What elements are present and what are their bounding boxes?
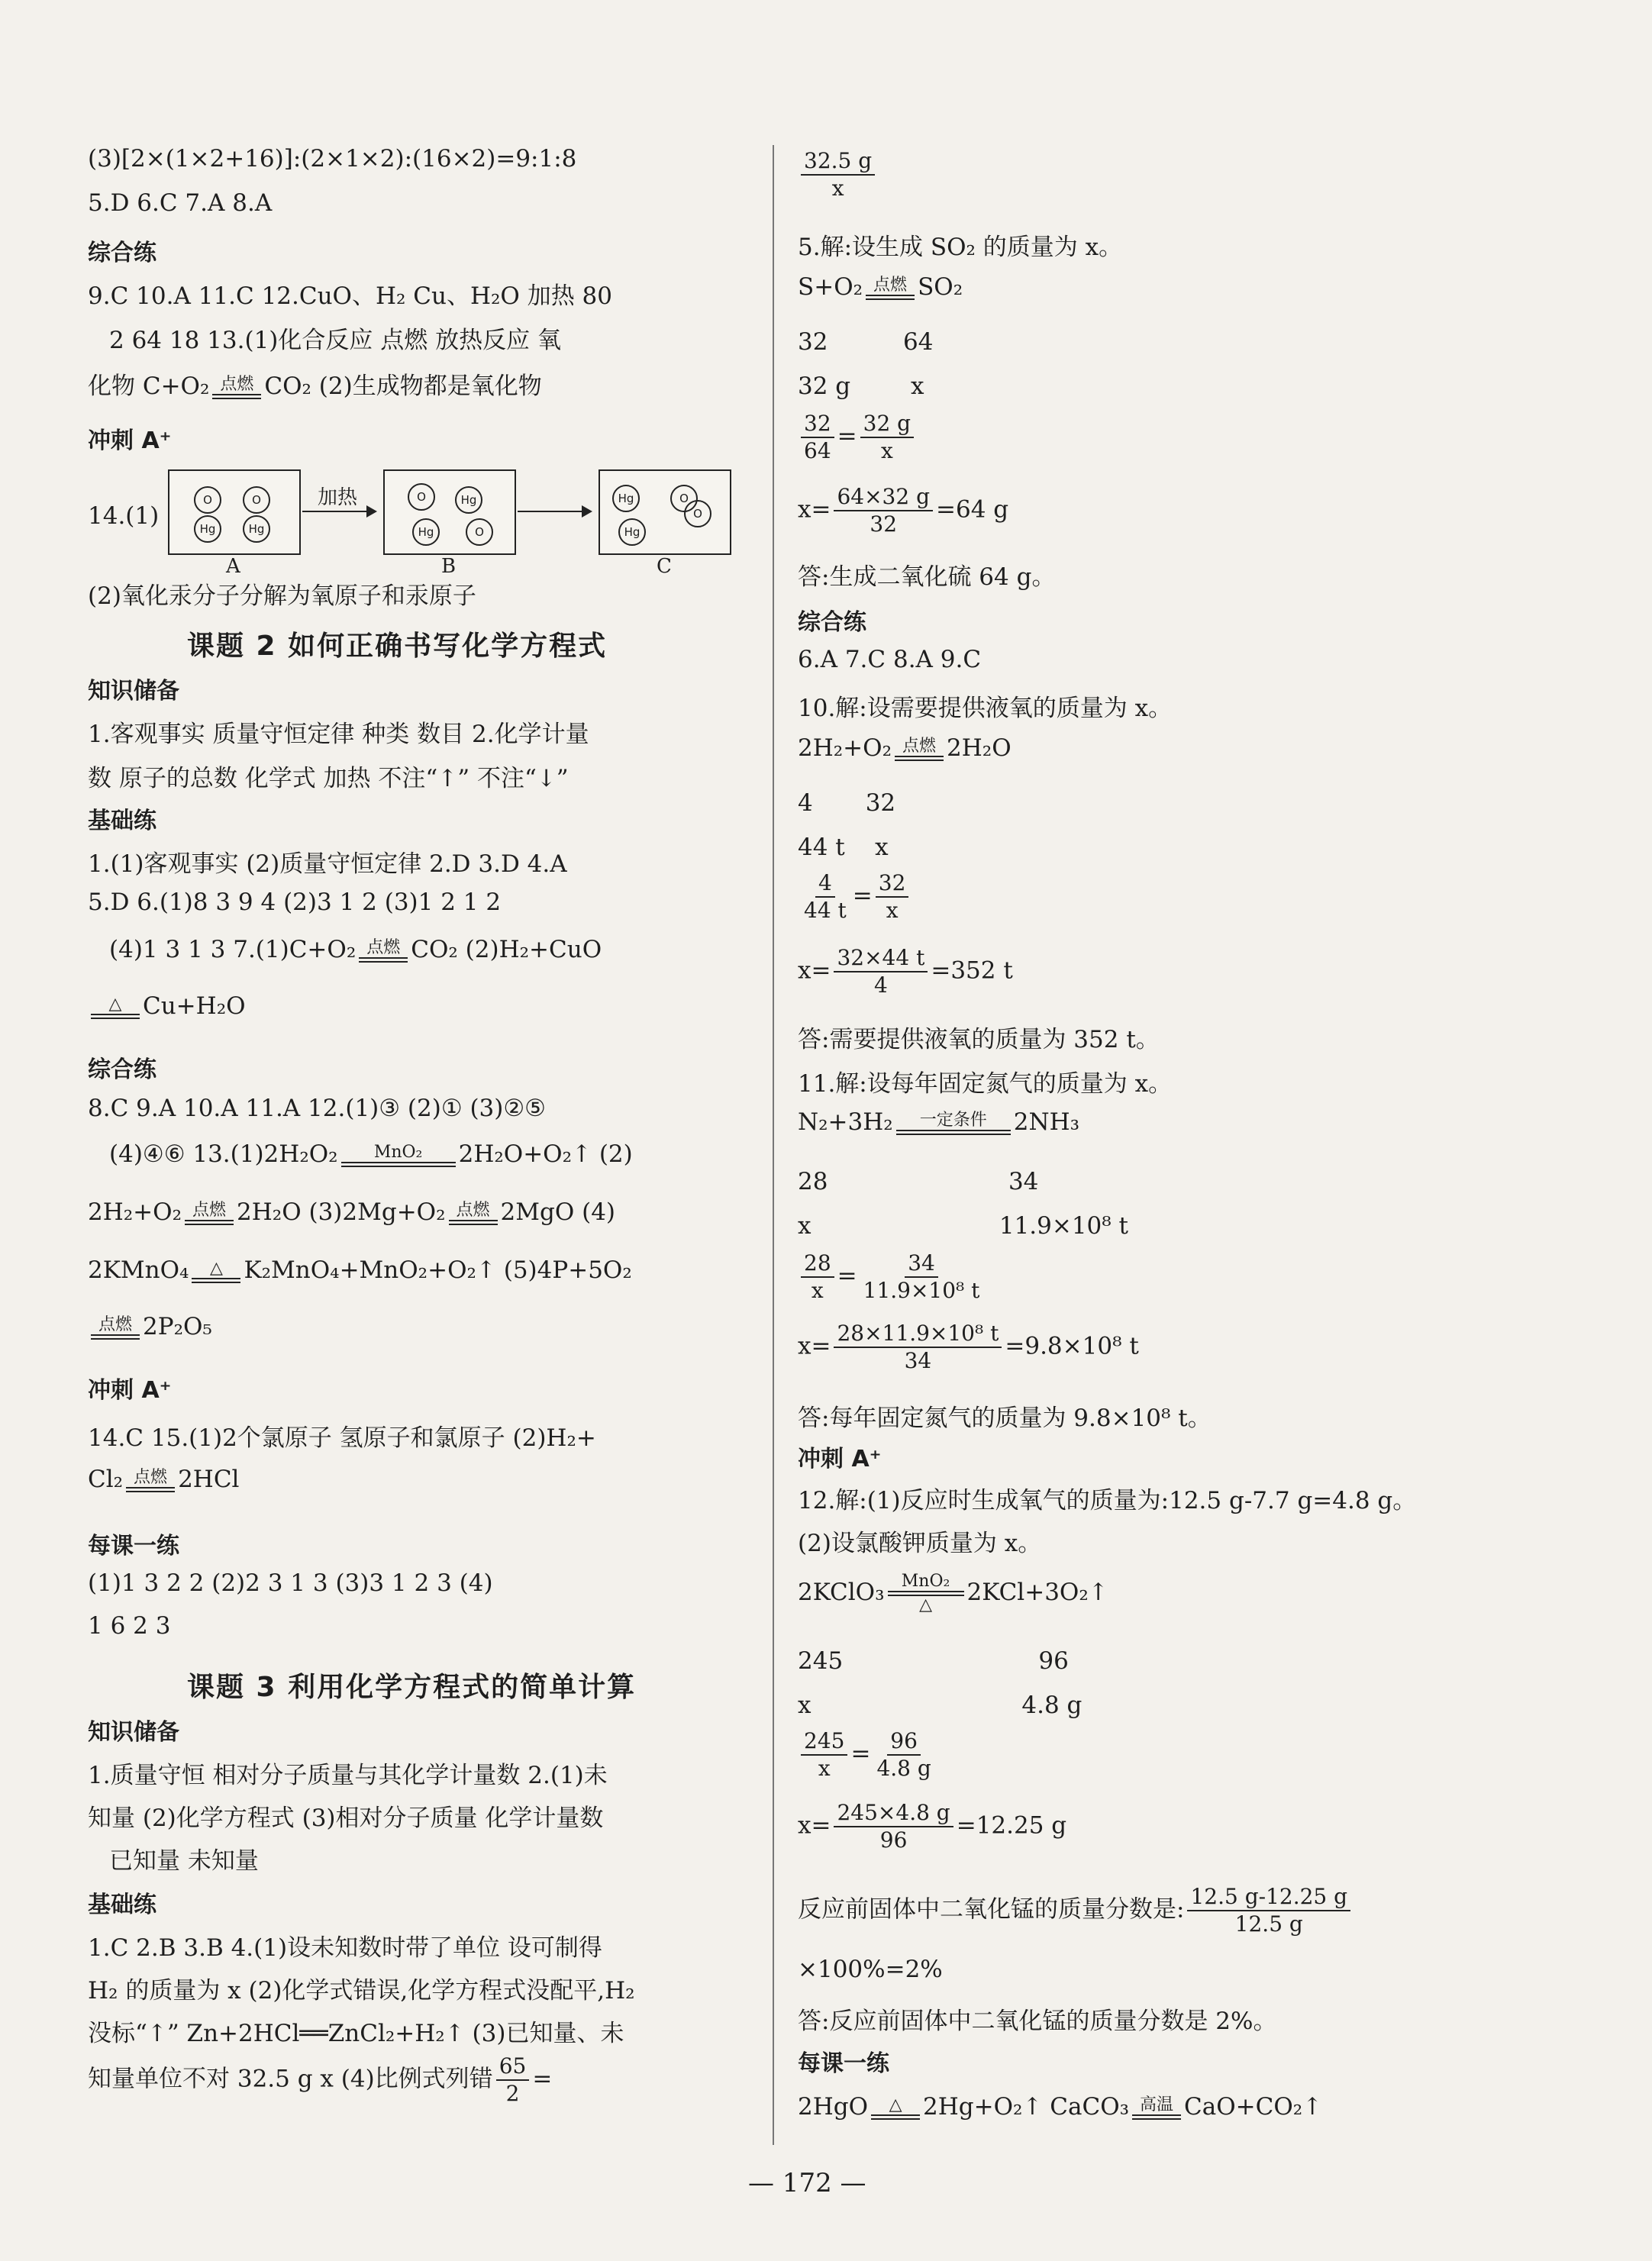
answer-line: 11.解:设每年固定氮气的质量为 x。 bbox=[798, 1070, 1173, 1098]
equation-text: =352 t bbox=[931, 956, 1013, 985]
numerator: 32×44 t bbox=[834, 945, 928, 972]
answer-line: 5.D 6.C 7.A 8.A bbox=[88, 189, 273, 217]
answer-line: 1.质量守恒 相对分子质量与其化学计量数 2.(1)未 bbox=[88, 1762, 608, 1789]
reaction-condition bbox=[192, 1260, 240, 1283]
section-heading: 综合练 bbox=[798, 609, 866, 636]
numerator: 245×4.8 g bbox=[834, 1800, 953, 1827]
fraction-line bbox=[798, 945, 1013, 998]
condition-top: 点燃 bbox=[134, 1468, 168, 1487]
denominator: 2 bbox=[505, 2081, 520, 2106]
answer-line: H₂ 的质量为 x (2)化学式错误,化学方程式没配平,H₂ bbox=[88, 1977, 635, 2005]
denominator: 4.8 g bbox=[876, 1756, 931, 1781]
equation-text: Cu+H₂O bbox=[143, 992, 246, 1020]
fraction-line bbox=[798, 484, 1008, 537]
answer-line: 28 34 bbox=[798, 1168, 1039, 1195]
equation-text: 化物 C+O₂ bbox=[88, 373, 210, 400]
fraction bbox=[834, 1321, 1002, 1374]
numerator: 12.5 g-12.25 g bbox=[1187, 1884, 1350, 1911]
section-heading: 冲刺 A⁺ bbox=[88, 1377, 172, 1404]
section-heading: 每课一练 bbox=[88, 1533, 179, 1559]
fraction bbox=[801, 870, 850, 924]
answer-line: 知量单位不对 32.5 g x (4)比例式列错 $\frac{65}{2}$ = bbox=[88, 2053, 553, 2106]
fraction-line bbox=[798, 148, 878, 202]
fraction bbox=[1187, 1884, 1350, 1937]
denominator: 44 t bbox=[804, 898, 847, 923]
arrow-icon bbox=[518, 511, 591, 512]
condition-top: 点燃 bbox=[220, 375, 254, 394]
section-heading: 基础练 bbox=[88, 1892, 156, 1918]
equation-text: 2H₂O (3)2Mg+O₂ bbox=[237, 1198, 446, 1226]
equation-text: SO₂ bbox=[918, 273, 963, 301]
numerator: 32.5 g bbox=[801, 148, 875, 176]
equation-text: 2KCl+3O₂↑ bbox=[966, 1579, 1108, 1606]
equation-text: x= bbox=[798, 495, 831, 524]
answer-line: 1.客观事实 质量守恒定律 种类 数目 2.化学计量 bbox=[88, 721, 589, 748]
equation-text: 2H₂+O₂ bbox=[88, 1198, 182, 1226]
fraction-line bbox=[798, 1800, 1066, 1853]
fraction bbox=[801, 1728, 847, 1782]
reaction-condition bbox=[896, 1111, 1011, 1135]
equation-text: K₂MnO₄+MnO₂+O₂↑ (5)4P+5O₂ bbox=[244, 1256, 632, 1284]
condition-top: 一定条件 bbox=[919, 1111, 987, 1130]
equation-text: =9.8×10⁸ t bbox=[1005, 1332, 1139, 1360]
numerator: 28 bbox=[801, 1250, 834, 1278]
diagram-label-b: B bbox=[441, 555, 457, 578]
equation-line bbox=[88, 366, 542, 401]
equation-line bbox=[88, 992, 246, 1020]
equation-text: 2HgO bbox=[798, 2093, 869, 2121]
answer-line: 8.C 9.A 10.A 11.A 12.(1)③ (2)① (3)②⑤ bbox=[88, 1095, 546, 1122]
section-heading: 知识储备 bbox=[88, 678, 179, 705]
numerator: 245 bbox=[801, 1728, 847, 1756]
equation-text: Cl₂ bbox=[88, 1466, 124, 1493]
answer-line: 5.解:设生成 SO₂ 的质量为 x。 bbox=[798, 234, 1123, 261]
equation-line bbox=[798, 734, 1012, 762]
fraction bbox=[834, 945, 928, 998]
answer-line: 1.(1)客观事实 (2)质量守恒定律 2.D 3.D 4.A bbox=[88, 850, 567, 878]
fraction bbox=[834, 1800, 953, 1853]
denominator: 96 bbox=[879, 1827, 908, 1853]
diagram-box-c bbox=[599, 469, 731, 555]
fraction-line bbox=[798, 1884, 1354, 1937]
numerator: 65 bbox=[496, 2053, 530, 2081]
numerator: 34 bbox=[905, 1250, 938, 1278]
answer-line: 没标“↑” Zn+2HCl══ZnCl₂+H₂↑ (3)已知量、未 bbox=[88, 2020, 624, 2047]
fraction bbox=[834, 484, 933, 537]
diagram-label-a: A bbox=[226, 555, 240, 578]
equation-line bbox=[798, 1108, 1079, 1136]
answer-line: 14.C 15.(1)2个氯原子 氢原子和氯原子 (2)H₂+ bbox=[88, 1424, 596, 1452]
fraction bbox=[496, 2053, 530, 2107]
denominator: 34 bbox=[904, 1348, 932, 1373]
condition-top: 点燃 bbox=[98, 1315, 132, 1334]
answer-line: 已知量 未知量 bbox=[109, 1847, 259, 1875]
equation-text: =12.25 g bbox=[956, 1811, 1067, 1840]
diagram-box-a bbox=[168, 469, 301, 555]
section-heading: 基础练 bbox=[88, 808, 156, 834]
reaction-condition bbox=[212, 376, 261, 399]
condition-bottom: △ bbox=[919, 1595, 932, 1614]
condition-top: 点燃 bbox=[873, 276, 908, 295]
denominator: 4 bbox=[873, 972, 888, 998]
answer-line: 5.D 6.(1)8 3 9 4 (2)3 1 2 (3)1 2 1 2 bbox=[88, 889, 502, 916]
equation-line bbox=[798, 1572, 1108, 1614]
fraction-line: $\frac{4}{44 t}$ = $\frac{32}{x}$ bbox=[798, 870, 912, 924]
condition-top: MnO₂ bbox=[373, 1143, 423, 1162]
reaction-condition bbox=[871, 2096, 920, 2120]
answer-line: 32 64 bbox=[798, 328, 934, 356]
answer-line: 4 32 bbox=[798, 789, 896, 817]
answer-line: 1.C 2.B 3.B 4.(1)设未知数时带了单位 设可制得 bbox=[88, 1934, 602, 1962]
answer-line: 9.C 10.A 11.C 12.CuO、H₂ Cu、H₂O 加热 80 bbox=[88, 282, 612, 310]
equation-text: 2HCl bbox=[178, 1466, 240, 1493]
equation-line bbox=[798, 273, 963, 301]
reaction-condition bbox=[91, 1316, 140, 1340]
oxygen-atom: O bbox=[466, 518, 493, 546]
equation-text: =64 g bbox=[936, 495, 1009, 524]
condition-top: 点燃 bbox=[366, 938, 401, 957]
reaction-condition bbox=[449, 1201, 498, 1225]
answer-line: (1)1 3 2 2 (2)2 3 1 3 (3)3 1 2 3 (4) bbox=[88, 1569, 493, 1597]
answer-line: 答:每年固定氮气的质量为 9.8×10⁸ t。 bbox=[798, 1405, 1212, 1432]
oxygen-atom: O bbox=[408, 483, 435, 511]
answer-text: 知量单位不对 32.5 g x (4)比例式列错 bbox=[88, 2065, 493, 2093]
equation-text: 2H₂O bbox=[947, 734, 1012, 762]
fraction bbox=[801, 148, 875, 202]
equation-line bbox=[88, 1313, 212, 1340]
condition-top: 点燃 bbox=[902, 737, 937, 756]
numerator: 32 bbox=[876, 870, 909, 898]
answer-line: x 4.8 g bbox=[798, 1692, 1083, 1719]
mercury-oxide-diagram bbox=[168, 469, 748, 576]
equation-text: x= bbox=[798, 1332, 831, 1360]
diagram-label-c: C bbox=[657, 555, 672, 578]
reaction-condition bbox=[888, 1572, 964, 1614]
fraction-line: $\frac{32}{64}$ = $\frac{32 g}{x}$ bbox=[798, 411, 917, 464]
equation-text: CO₂ (2)生成物都是氧化物 bbox=[264, 373, 542, 400]
numerator: 28×11.9×10⁸ t bbox=[834, 1321, 1002, 1348]
fraction bbox=[801, 411, 834, 464]
equation-line bbox=[88, 1466, 239, 1493]
condition-top: △ bbox=[108, 995, 122, 1014]
condition-top: △ bbox=[209, 1259, 223, 1278]
fraction-line: $\frac{28}{x}$ = $\frac{34}{\text{11.9×10⁸ t}}$ bbox=[798, 1250, 986, 1304]
equation-text: 2P₂O₅ bbox=[143, 1313, 212, 1340]
equation-text: 2H₂+O₂ bbox=[798, 734, 892, 762]
equation-text: 2KClO₃ bbox=[798, 1579, 885, 1606]
equation-text: 2KMnO₄ bbox=[88, 1256, 189, 1284]
fraction bbox=[801, 1250, 834, 1304]
fraction bbox=[876, 870, 909, 924]
answer-line: 数 原子的总数 化学式 加热 不注“↑” 不注“↓” bbox=[88, 765, 569, 792]
answer-line: 答:生成二氧化硫 64 g。 bbox=[798, 563, 1056, 591]
reaction-condition bbox=[341, 1143, 456, 1167]
section-heading: 冲刺 A⁺ bbox=[88, 427, 172, 454]
equation-text: CaO+CO₂↑ bbox=[1184, 2093, 1323, 2121]
equation-text: (4)1 3 1 3 7.(1)C+O₂ bbox=[109, 936, 357, 963]
equation-text: 2MgO (4) bbox=[500, 1198, 616, 1226]
section-heading: 冲刺 A⁺ bbox=[798, 1446, 882, 1472]
denominator: 64 bbox=[804, 438, 831, 463]
answer-line: (2)氧化汞分子分解为氧原子和汞原子 bbox=[88, 582, 476, 610]
fraction-line: $\frac{245}{x}$ = $\frac{96}{4.8 g}$ bbox=[798, 1728, 937, 1782]
column-divider bbox=[773, 145, 774, 2145]
equation-text: 2H₂O+O₂↑ (2) bbox=[458, 1140, 633, 1168]
answer-line: 2 64 18 13.(1)化合反应 点燃 放热反应 氧 bbox=[109, 327, 561, 354]
oxygen-atom: O bbox=[243, 486, 270, 514]
equation-line bbox=[109, 936, 602, 963]
numerator: 32 g bbox=[860, 411, 914, 438]
mercury-atom: Hg bbox=[612, 485, 640, 512]
equation-text: 反应前固体中二氧化锰的质量分数是: bbox=[798, 1895, 1185, 1924]
equation-text: 2NH₃ bbox=[1013, 1108, 1080, 1136]
section-heading: 每课一练 bbox=[798, 2050, 889, 2077]
answer-line: 14.(1) bbox=[88, 502, 160, 530]
numerator: 96 bbox=[887, 1728, 921, 1756]
equation-text: x= bbox=[798, 956, 831, 985]
denominator: x bbox=[818, 1756, 831, 1781]
denominator: 11.9×10⁸ t bbox=[863, 1278, 980, 1303]
reaction-condition bbox=[1132, 2096, 1181, 2120]
reaction-condition bbox=[866, 276, 915, 300]
answer-line: x 11.9×10⁸ t bbox=[798, 1212, 1129, 1240]
mercury-atom: Hg bbox=[194, 515, 221, 543]
reaction-condition bbox=[185, 1201, 234, 1225]
diagram-box-b bbox=[383, 469, 516, 555]
equation-text: N₂+3H₂ bbox=[798, 1108, 893, 1136]
answer-line: 答:需要提供液氧的质量为 352 t。 bbox=[798, 1026, 1160, 1053]
condition-top: 高温 bbox=[1140, 2095, 1174, 2114]
mercury-atom: Hg bbox=[412, 518, 440, 546]
answer-line: (2)设氯酸钾质量为 x。 bbox=[798, 1530, 1042, 1557]
condition-top: 点燃 bbox=[456, 1201, 490, 1220]
lesson-title: 课题 3 利用化学方程式的简单计算 bbox=[187, 1672, 637, 1703]
condition-top: 点燃 bbox=[192, 1201, 227, 1220]
oxygen-atom: O bbox=[194, 486, 221, 514]
answer-line: 12.解:(1)反应时生成氧气的质量为:12.5 g-7.7 g=4.8 g。 bbox=[798, 1487, 1417, 1514]
answer-line: 6.A 7.C 8.A 9.C bbox=[798, 646, 982, 673]
equation-line bbox=[88, 1198, 615, 1226]
denominator: x bbox=[880, 438, 893, 463]
numerator: 4 bbox=[815, 870, 835, 898]
section-heading: 知识储备 bbox=[88, 1719, 179, 1746]
equation-line bbox=[109, 1140, 633, 1168]
reaction-condition bbox=[895, 737, 944, 761]
oxygen-atom: O bbox=[670, 485, 698, 512]
denominator: 12.5 g bbox=[1234, 1911, 1303, 1937]
oxygen-atom: O bbox=[684, 500, 711, 527]
condition-top: MnO₂ bbox=[901, 1572, 950, 1591]
reaction-condition bbox=[126, 1469, 175, 1492]
answer-line: (3)[2×(1×2+16)]:(2×1×2):(16×2)=9:1:8 bbox=[88, 145, 577, 173]
mercury-atom: Hg bbox=[618, 518, 646, 546]
lesson-title: 课题 2 如何正确书写化学方程式 bbox=[187, 631, 608, 662]
section-heading: 综合练 bbox=[88, 1056, 156, 1083]
fraction bbox=[860, 1250, 983, 1304]
mercury-atom: Hg bbox=[243, 515, 270, 543]
answer-line: 32 g x bbox=[798, 373, 924, 400]
fraction bbox=[873, 1728, 934, 1782]
page-number: — 172 — bbox=[748, 2168, 866, 2198]
fraction-line bbox=[798, 1321, 1139, 1374]
answer-line: ×100%=2% bbox=[798, 1956, 943, 1983]
answer-line: 245 96 bbox=[798, 1647, 1069, 1675]
answer-line: 1 6 2 3 bbox=[88, 1612, 171, 1640]
reaction-condition bbox=[91, 995, 140, 1019]
reaction-condition bbox=[359, 939, 408, 963]
equation-text: S+O₂ bbox=[798, 273, 863, 301]
answer-line: 44 t x bbox=[798, 834, 889, 861]
numerator: 64×32 g bbox=[834, 484, 933, 511]
condition-top: △ bbox=[889, 2095, 902, 2114]
denominator: x bbox=[831, 176, 844, 201]
arrow-icon bbox=[302, 511, 376, 512]
denominator: x bbox=[886, 898, 899, 923]
equation-line bbox=[88, 1256, 632, 1284]
denominator: x bbox=[811, 1278, 824, 1303]
equation-text: CO₂ (2)H₂+CuO bbox=[411, 936, 602, 963]
section-heading: 综合练 bbox=[88, 240, 156, 266]
fraction bbox=[860, 411, 914, 464]
equation-text: 2Hg+O₂↑ CaCO₃ bbox=[923, 2093, 1130, 2121]
denominator: 32 bbox=[870, 511, 898, 537]
numerator: 32 bbox=[801, 411, 834, 438]
equation-line bbox=[798, 2093, 1322, 2121]
equation-text: x= bbox=[798, 1811, 831, 1840]
answer-line: 知量 (2)化学方程式 (3)相对分子质量 化学计量数 bbox=[88, 1805, 604, 1832]
equation-text: (4)④⑥ 13.(1)2H₂O₂ bbox=[109, 1140, 338, 1168]
mercury-atom: Hg bbox=[455, 486, 482, 514]
arrow-label: 加热 bbox=[318, 486, 358, 509]
answer-line: 10.解:设需要提供液氧的质量为 x。 bbox=[798, 695, 1173, 722]
answer-line: 答:反应前固体中二氧化锰的质量分数是 2%。 bbox=[798, 2008, 1277, 2035]
